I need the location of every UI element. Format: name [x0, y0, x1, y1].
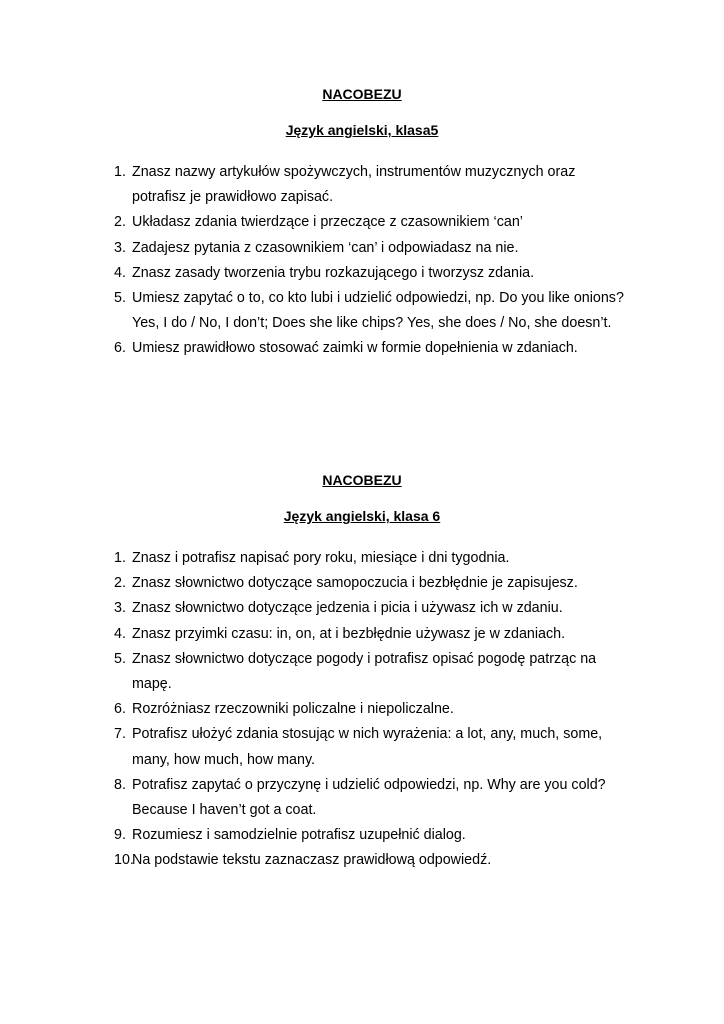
item-text: Zadajesz pytania z czasownikiem ‘can’ i odpowiadasz na nie. [132, 239, 519, 256]
item-number: 4. [114, 625, 126, 642]
item-text-continued: Yes, I do / No, I don’t; Does she like chips? Yes, she does / No, she doesn’t. [132, 315, 612, 332]
list-item [0, 160, 724, 210]
item-text-continued: mapę. [132, 676, 172, 693]
list-item [0, 210, 724, 235]
item-text: Potrafisz ułożyć zdania stosując w nich wyrażenia: a lot, any, much, some, [132, 726, 603, 743]
section-subtitle: Język angielski, klasa5 [285, 122, 439, 138]
item-number: 2. [114, 214, 126, 231]
item-text: Rozróżniasz rzeczowniki policzalne i niepoliczalne. [132, 701, 454, 718]
list-item [0, 722, 724, 772]
list-item [0, 823, 724, 848]
item-text: Rozumiesz i samodzielnie potrafisz uzupełnić dialog. [132, 827, 466, 844]
list-item [0, 622, 724, 647]
section-klasa-5 [0, 84, 724, 362]
item-number: 4. [114, 264, 126, 281]
item-number: 2. [114, 575, 126, 592]
list-item [0, 571, 724, 596]
item-text-continued: Because I haven’t got a coat. [132, 802, 317, 819]
criteria-list [0, 160, 724, 362]
item-number: 1. [114, 164, 126, 180]
item-number: 6. [114, 340, 126, 357]
item-number: 5. [114, 290, 126, 307]
item-text-continued: potrafisz je prawidłowo zapisać. [132, 189, 334, 206]
section-title: NACOBEZU [322, 86, 402, 102]
item-number: 6. [114, 701, 126, 718]
item-text: Znasz przyimki czasu: in, on, at i bezbłędnie używasz je w zdaniach. [132, 625, 566, 642]
item-number: 10. [114, 852, 134, 869]
list-item [0, 848, 724, 873]
item-number: 3. [114, 600, 126, 617]
list-item [0, 546, 724, 571]
item-number: 7. [114, 726, 126, 743]
list-item [0, 236, 724, 261]
item-number: 3. [114, 239, 126, 256]
item-text: Znasz słownictwo dotyczące pogody i potrafisz opisać pogodę patrząc na [132, 650, 597, 667]
item-text: Znasz słownictwo dotyczące samopoczucia i bezbłędnie je zapisujesz. [132, 575, 578, 592]
item-text: Układasz zdania twierdzące i przeczące z czasownikiem ‘can’ [132, 214, 523, 231]
item-text-continued: many, how much, how many. [132, 751, 316, 768]
criteria-list [0, 546, 724, 874]
item-text: Znasz zasady tworzenia trybu rozkazującego i tworzysz zdania. [132, 264, 535, 281]
item-text: Na podstawie tekstu zaznaczasz prawidłową odpowiedź. [132, 852, 492, 869]
item-text: Znasz nazwy artykułów spożywczych, instrumentów muzycznych oraz [132, 164, 576, 180]
item-number: 9. [114, 827, 126, 844]
item-text: Umiesz prawidłowo stosować zaimki w formie dopełnienia w zdaniach. [132, 340, 578, 357]
list-item [0, 336, 724, 361]
list-item [0, 286, 724, 336]
item-number: 1. [114, 550, 126, 566]
section-title: NACOBEZU [322, 472, 402, 488]
item-text: Potrafisz zapytać o przyczynę i udzielić odpowiedzi, np. Why are you cold? [132, 776, 606, 793]
item-number: 5. [114, 650, 126, 667]
item-text: Umiesz zapytać o to, co kto lubi i udzielić odpowiedzi, np. Do you like onions? [132, 290, 624, 307]
item-text: Znasz i potrafisz napisać pory roku, miesiące i dni tygodnia. [132, 550, 510, 566]
section-klasa-6 [0, 470, 724, 874]
list-item [0, 697, 724, 722]
list-item [0, 261, 724, 286]
section-subtitle: Język angielski, klasa 6 [283, 508, 441, 524]
list-item [0, 647, 724, 697]
list-item [0, 773, 724, 823]
list-item [0, 596, 724, 621]
item-text: Znasz słownictwo dotyczące jedzenia i picia i używasz ich w zdaniu. [132, 600, 563, 617]
item-number: 8. [114, 776, 126, 793]
